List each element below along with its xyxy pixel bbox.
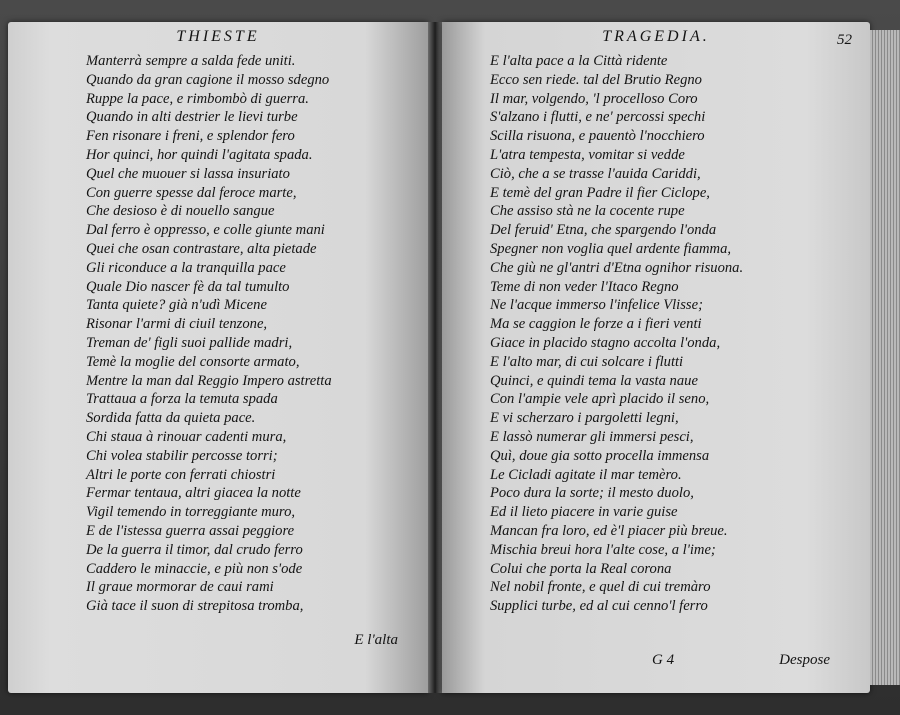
verse-line: Che assiso stà ne la cocente rupe <box>490 203 685 220</box>
verse-line: E de l'istessa guerra assai peggiore <box>86 522 295 539</box>
verse-line: Quel che muouer si lassa insuriato <box>86 165 290 182</box>
verse-line: Scilla risuona, e pauentò l'nocchiero <box>490 128 705 145</box>
verse-line: Fermar tentaua, altri giacea la notte <box>86 485 301 502</box>
verse-line: Chi volea stabilir percosse torri; <box>86 447 278 464</box>
verse-line: Altri le porte con ferrati chiostri <box>86 466 276 483</box>
verse-line: Fen risonare i freni, e splendor fero <box>86 128 295 145</box>
verse-line: Del feruid' Etna, che spargendo l'onda <box>490 222 717 239</box>
signature-mark: G 4 <box>652 652 675 668</box>
right-page <box>442 22 870 693</box>
verse-line: Le Cicladi agitate il mar temèro. <box>490 466 682 483</box>
left-page <box>8 22 428 693</box>
verse-line: E temè del gran Padre il fier Ciclope, <box>490 184 710 201</box>
verse-line: Ed il lieto piacere in varie guise <box>490 504 678 521</box>
page-edges <box>870 30 900 685</box>
verse-line: Manterrà sempre a salda fede uniti. <box>86 53 296 69</box>
book-gutter <box>428 22 442 693</box>
verse-line: Che giù ne gl'antri d'Etna ognihor risuona. <box>490 259 744 276</box>
verse-line: Ecco sen riede. tal del Brutio Regno <box>490 71 702 88</box>
verse-line: Teme di non veder l'Itaco Regno <box>490 278 679 295</box>
verse-line: Colui che porta la Real corona <box>490 560 672 577</box>
catchword-left: E l'alta <box>354 632 398 648</box>
verse-line: Che desioso è di nouello sangue <box>86 203 275 220</box>
verse-line: Ruppe la pace, e rimbombò di guerra. <box>86 90 309 107</box>
verse-line: Quinci, e quindi tema la vasta naue <box>490 372 698 389</box>
verse-line: Poco dura la sorte; il mesto duolo, <box>490 485 694 502</box>
verse-line: Tanta quiete? già n'udì Micene <box>86 297 267 314</box>
verse-line: Con guerre spesse dal feroce marte, <box>86 184 297 201</box>
verse-line: E l'alta pace a la Città ridente <box>490 53 668 69</box>
page-number: 52 <box>837 32 852 48</box>
verse-line: S'alzano i flutti, e ne' percossi spechi <box>490 109 706 126</box>
verse-line: Dal ferro è oppresso, e colle giunte mani <box>86 222 325 239</box>
verse-line: Il graue mormorar de caui rami <box>86 579 274 596</box>
verse-line: Gli riconduce a la tranquilla pace <box>86 259 286 276</box>
verse-line: Mancan fra loro, ed è'l piacer più breue. <box>490 522 728 539</box>
verse-line: L'atra tempesta, vomitar si vedde <box>490 146 685 163</box>
verse-line: De la guerra il timor, dal crudo ferro <box>86 541 303 558</box>
verse-line: Trattaua a forza la temuta spada <box>86 391 278 408</box>
verse-line: E lassò numerar gli immersi pesci, <box>490 428 694 445</box>
verse-line: Sordida fatta da quieta pace. <box>86 410 256 427</box>
running-head-right: TRAGEDIA. <box>602 28 710 45</box>
verse-line: Già tace il suon di strepitosa tromba, <box>86 598 304 615</box>
verse-line: Spegner non voglia quel ardente fiamma, <box>490 240 732 257</box>
verse-line: Giace in placido stagno accolta l'onda, <box>490 334 721 351</box>
verse-line: Il mar, volgendo, 'l procelloso Coro <box>490 90 698 107</box>
left-page-text <box>8 52 428 616</box>
verse-line: Treman de' figli suoi pallide madri, <box>86 334 293 351</box>
verse-line: Con l'ampie vele aprì placido il seno, <box>490 391 710 408</box>
verse-line: Ne l'acque immerso l'infelice Vlisse; <box>490 297 703 314</box>
verse-line: Ma se caggion le forze a i fieri venti <box>490 316 702 333</box>
verse-line: Risonar l'armi di ciuil tenzone, <box>86 316 268 333</box>
verse-line: Temè la moglie del consorte armato, <box>86 353 300 370</box>
verse-line: Caddero le minaccie, e più non s'ode <box>86 560 303 577</box>
verse-line: Supplici turbe, ed al cui cenno'l ferro <box>490 598 708 615</box>
verse-line: Mentre la man dal Reggio Impero astretta <box>86 372 332 389</box>
verse-line: Vigil temendo in torreggiante muro, <box>86 504 296 521</box>
running-head-left: THIESTE <box>176 28 260 45</box>
verse-line: Mischia breui hora l'alte cose, a l'ime; <box>490 541 716 558</box>
verse-line: E l'alto mar, di cui solcare i flutti <box>490 353 684 370</box>
verse-line: Quando in alti destrier le lievi turbe <box>86 109 298 126</box>
catchword-right: Despose <box>779 652 830 668</box>
right-page-text <box>442 52 870 616</box>
verse-line: Chi staua à rinouar cadenti mura, <box>86 428 287 445</box>
verse-line: Quando da gran cagione il mosso sdegno <box>86 71 330 88</box>
verse-line: Quale Dio nascer fè da tal tumulto <box>86 278 290 295</box>
verse-line: Quei che osan contrastare, alta pietade <box>86 240 317 257</box>
verse-line: Nel nobil fronte, e quel di cui tremàro <box>490 579 711 596</box>
verse-line: E vi scherzaro i pargoletti legni, <box>490 410 679 427</box>
verse-line: Hor quinci, hor quindi l'agitata spada. <box>86 146 313 163</box>
verse-line: Ciò, che a se trasse l'auida Cariddi, <box>490 165 701 182</box>
verse-line: Quì, doue gia sotto procella immensa <box>490 447 710 464</box>
